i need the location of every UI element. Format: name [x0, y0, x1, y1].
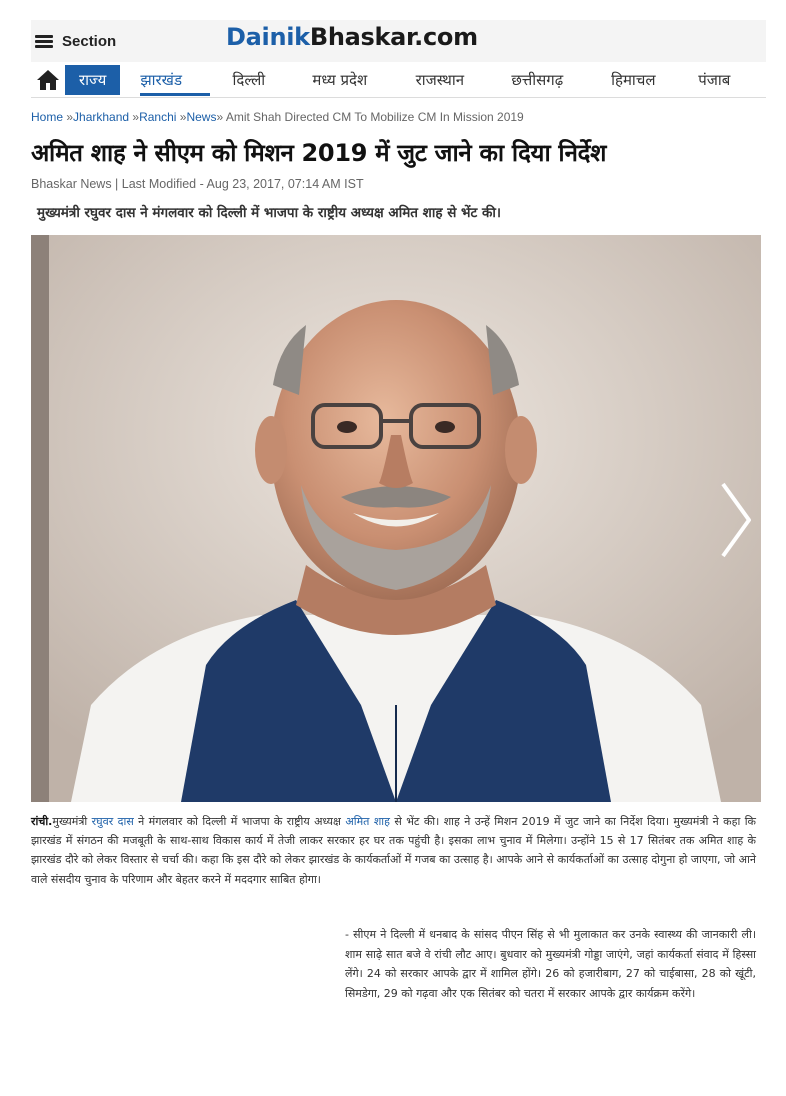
home-icon — [36, 69, 60, 91]
breadcrumb-news[interactable]: News — [186, 110, 217, 124]
breadcrumb: Home »Jharkhand »Ranchi »News» Amit Shah Directed CM To Mobilize CM In Mission 2019 — [31, 110, 524, 124]
article-paragraph-2: - सीएम ने दिल्ली में धनबाद के सांसद पीएन सिंह से भी मुलाकात कर उनके स्वास्थ्य की जानकारी ली। शाम साढ़े सात बजे वे रांची लौट आए। बुधवार को मुख्यमंत्री गोड्डा जाएंगे, जहां कार्यकर्ता संवाद में हिस्सा लेंगे। 24 को सरकार आपके द्वार में शामिल होंगे। 26 को हजारीबाग, 27 को चाईबासा, 28 को खूंटी, सिमडेगा, 29 को गढ़वा और एक सितंबर को चतरा में सरकार आपके द्वार कार्यक्रम करेंगे। — [345, 928, 756, 1000]
nav-item-madhya-pradesh[interactable]: मध्य प्रदेश — [312, 70, 368, 89]
article-byline: Bhaskar News | Last Modified - Aug 23, 2017, 07:14 AM IST — [31, 177, 364, 191]
article-photo — [31, 235, 761, 802]
hamburger-icon — [35, 35, 53, 48]
section-menu-button[interactable] — [35, 30, 116, 52]
section-menu-label: Section — [62, 32, 117, 50]
article-title: अमित शाह ने सीएम को मिशन 2019 में जुट जाने का दिया निर्देश — [31, 139, 607, 167]
article-text-part: से भेंट की। शाह ने उन्हें मिशन 2019 में जुट जाने का निर्देश दिया। मुख्यमंत्री ने कहा कि झारखंड में संगठन की मजबूती के साथ-साथ विकास कार्य में तेजी लाकर सरकार हर घर तक पहुंची है। इसका लाभ चुनाव में मिलेगा। उन्होंने 15 से 17 सितंबर तक अमित शाह के झारखंड दौरे को लेकर विस्तार से चर्चा की। कहा कि इस दौरे को लेकर झारखंड के कार्यकर्ताओं में गजब का उत्साह है। आपके आने से कार्यकर्ताओं का उत्साह दोगुना हो जाएगा, जो आने वाले संसदीय चुनाव के परिणाम और बेहतर करने में मददगार साबित होगा। — [31, 815, 756, 886]
rajya-button[interactable]: राज्य — [65, 65, 120, 95]
logo-part-dainik: Dainik — [226, 23, 310, 51]
nav-item-himachal[interactable]: हिमाचल — [611, 70, 656, 89]
state-navbar — [31, 62, 766, 98]
article-body — [31, 812, 756, 889]
breadcrumb-jharkhand[interactable]: Jharkhand — [73, 110, 130, 124]
nav-item-jharkhand[interactable]: झारखंड — [140, 62, 210, 98]
home-button[interactable] — [31, 63, 65, 97]
site-logo[interactable] — [226, 23, 478, 51]
nav-item-rajasthan[interactable]: राजस्थान — [415, 70, 465, 89]
article-dateline: रांची. — [31, 815, 53, 828]
nav-item-chhattisgarh[interactable]: छत्तीसगढ़ — [511, 70, 564, 89]
top-header — [31, 20, 766, 62]
nav-item-delhi[interactable]: दिल्ली — [232, 70, 266, 89]
link-raghuvar-das[interactable]: रघुवर दास — [91, 815, 134, 828]
breadcrumb-current: Amit Shah Directed CM To Mobilize CM In Mission 2019 — [225, 110, 524, 124]
next-slide-chevron-icon[interactable] — [717, 480, 753, 560]
breadcrumb-ranchi[interactable]: Ranchi — [139, 110, 177, 124]
logo-part-bhaskar: Bhaskar.com — [309, 23, 478, 51]
article-text-part: मुख्यमंत्री — [52, 815, 92, 828]
article-text-part: ने मंगलवार को दिल्ली में भाजपा के राष्ट्रीय अध्यक्ष — [133, 815, 346, 828]
breadcrumb-home[interactable]: Home — [31, 110, 64, 124]
nav-item-punjab[interactable]: पंजाब — [698, 70, 731, 89]
link-amit-shah[interactable]: अमित शाह — [345, 815, 390, 828]
article-summary: मुख्यमंत्री रघुवर दास ने मंगलवार को दिल्ली में भाजपा के राष्ट्रीय अध्यक्ष अमित शाह से भेंट की। — [37, 205, 502, 221]
portrait-illustration — [31, 235, 761, 802]
